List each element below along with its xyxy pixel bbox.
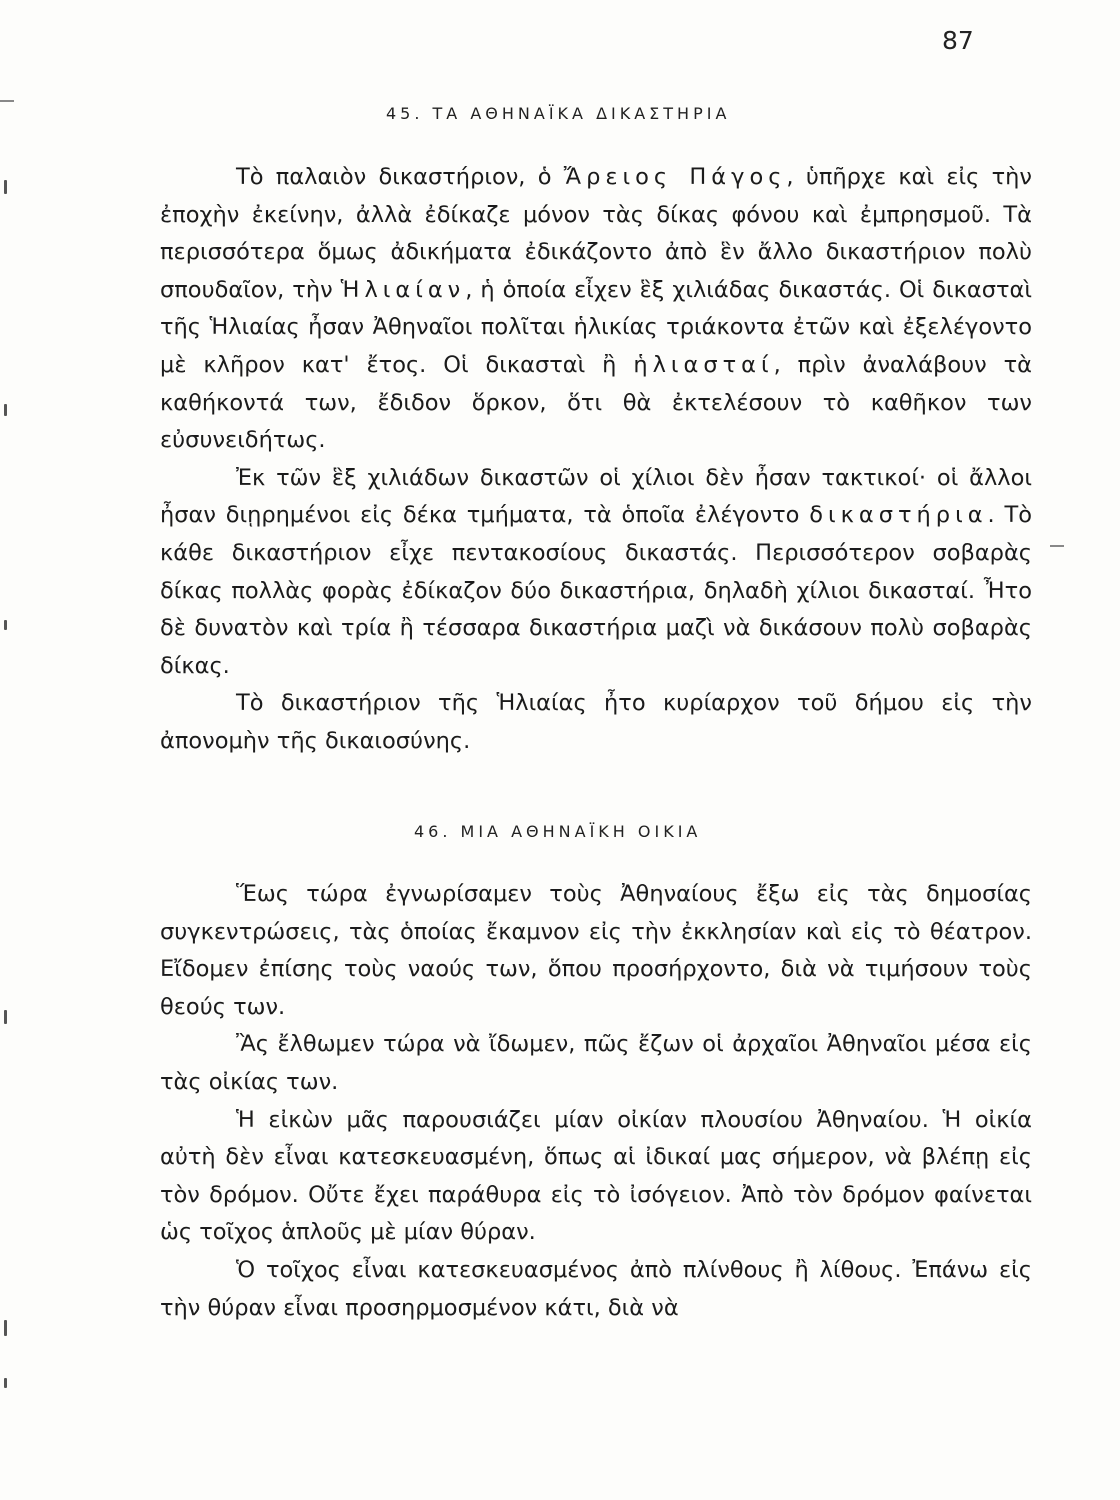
paragraph: Ἕως τώρα ἐγνωρίσαμεν τοὺς Ἀθηναίους ἔξω εἰς τὰς δημοσίας συγκεντρώσεις, τὰς ὁποίας ἔκαμνον εἰς τὴν ἐκκλησίαν καὶ εἰς τὸ θέατρον. Εἴδομεν ἐπίσης τοὺς ναούς των, ὅπου προσήρχοντο, διὰ νὰ τιμήσουν τοὺς θεούς των. [160,881,1032,1020]
text-run: , ὑπῆρχε καὶ εἰς τὴν ἐποχὴν ἐκείνην, ἀλλὰ ἐδίκαζε μόνον τὰς δίκας φόνου καὶ ἐμπρησμοῦ. Τὰ περισσότερα ὅμως ἀδικήματα ἐδικάζοντο ἀπὸ ἓν ἄλλο δικαστήριον πολὺ σπουδαῖον, τὴν [160,164,1032,303]
scan-mark [4,1378,7,1388]
section-45-body [160,159,1032,761]
paragraph: Τὸ δικαστήριον τῆς Ἡλιαίας ἦτο κυρίαρχον τοῦ δήμου εἰς τὴν ἀπονομὴν τῆς δικαιοσύνης. [160,690,1032,754]
paragraph: Ἡ εἰκὼν μᾶς παρουσιάζει μίαν οἰκίαν πλουσίου Ἀθηναίου. Ἡ οἰκία αὐτὴ δὲν εἶναι κατεσκευασμένη, ὅπως αἱ ἰδικαί μας σήμερον, νὰ βλέπῃ εἰς τὸν δρόμον. Οὔτε ἔχει παράθυρα εἰς τὸ ἰσόγειον. Ἀπὸ τὸν δρόμον φαίνεται ὡς τοῖχος ἁπλοῦς μὲ μίαν θύραν. [160,1106,1032,1246]
scan-mark [4,404,7,416]
text-run: Τὸ παλαιὸν δικαστήριον, ὁ [236,164,564,190]
spaced-term: δικαστήρια [809,502,988,529]
paragraph: Ἂς ἔλθωμεν τώρα νὰ ἴδωμεν, πῶς ἔζων οἱ ἀρχαῖοι Ἀθηναῖοι μέσα εἰς τὰς οἰκίας των. [160,1031,1032,1095]
section-title-45: 45. ΤΑ ΑΘΗΝΑΪΚΑ ΔΙΚΑΣΤΗΡΙΑ [386,104,731,123]
paragraph [160,460,1032,686]
scan-mark [4,180,7,194]
page-number: 87 [942,26,974,55]
text-run: , πρὶν ἀναλάβουν τὰ καθήκοντά των, ἔδιδον ὅρκον, ὅτι θὰ ἐκτελέσουν τὸ καθῆκον των εὐσυνειδήτως. [160,351,1032,454]
scan-mark [4,620,7,630]
paragraph [160,159,1032,460]
paragraph: Ὁ τοῖχος εἶναι κατεσκευασμένος ἀπὸ πλίνθους ἢ λίθους. Ἐπάνω εἰς τὴν θύραν εἶναι προσηρμοσμένον κάτι, διὰ νὰ [160,1256,1032,1321]
scan-mark [4,1320,7,1336]
section-46-body [160,876,1032,1327]
section-title-46: 46. ΜΙΑ ΑΘΗΝΑΪΚΗ ΟΙΚΙΑ [414,822,702,841]
text-run: . Τὸ κάθε δικαστήριον εἶχε πεντακοσίους δικαστάς. Περισσότερον σοβαρὰς δίκας πολλὰς φορὰς ἐδίκαζον δύο δικαστήρια, δηλαδὴ χίλιοι δικασταί. Ἦτο δὲ δυνατὸν καὶ τρία ἢ τέσσαρα δικαστήρια μαζὶ νὰ δικάσουν πολὺ σοβαρὰς δίκας. [160,502,1032,679]
scan-dash [1050,545,1064,547]
spaced-term: ἡλιασταί [633,351,774,378]
scan-dash [0,100,14,102]
text-run: , ἡ ὁποία εἶχεν ἓξ χιλιάδας δικαστάς. Οἱ δικασταὶ τῆς Ἡλιαίας ἦσαν Ἀθηναῖοι πολῖται ἡλικίας τριάκοντα ἐτῶν καὶ ἐξελέγοντο μὲ κλῆρον κατ' ἔτος. Οἱ δικασταὶ ἢ [160,276,1032,378]
scan-mark [4,1010,7,1024]
spaced-term: Ἄρειος Πάγος [563,164,787,190]
text-run: Ἐκ τῶν ἓξ χιλιάδων δικαστῶν οἱ χίλιοι δὲν ἦσαν τακτικοί· οἱ ἄλλοι ἦσαν διῃρημένοι εἰς δέκα τμήματα, τὰ ὁποῖα ἐλέγοντο [160,464,1032,529]
spaced-term: Ἡλιαίαν [340,276,466,303]
